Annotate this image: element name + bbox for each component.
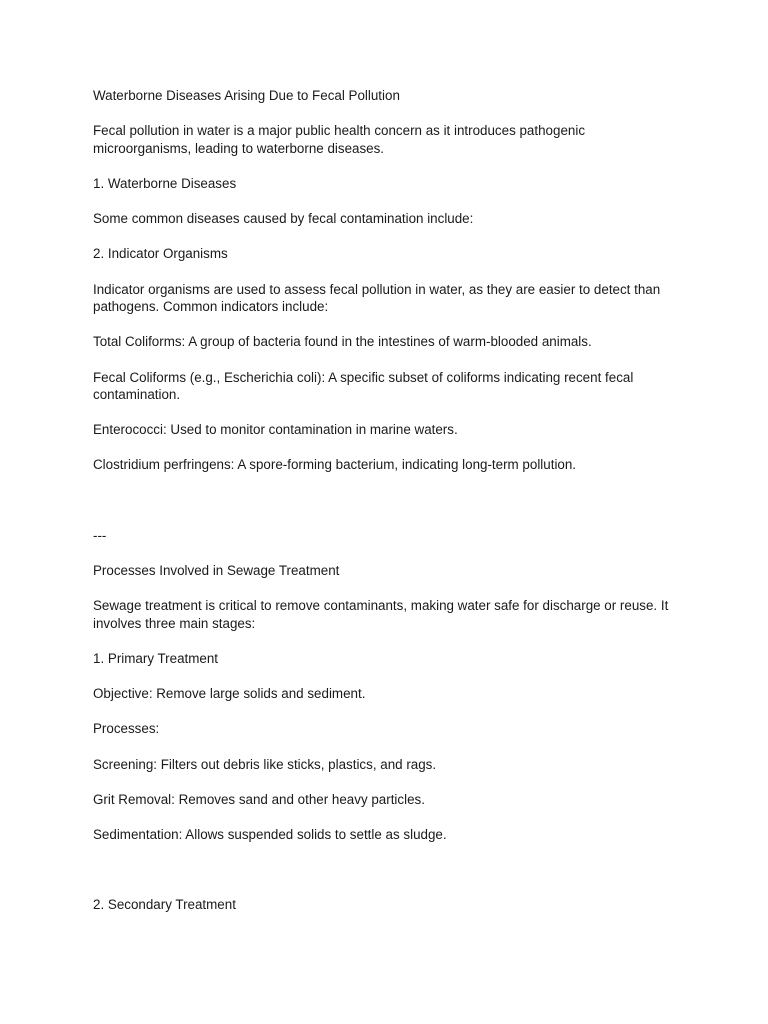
- indicator-clostridium: Clostridium perfringens: A spore-forming bacterium, indicating long-term pollution.: [93, 457, 577, 473]
- indicator-total-coliforms: Total Coliforms: A group of bacteria found in the intestines of warm-blooded animals.: [93, 334, 592, 350]
- process-screening: Screening: Filters out debris like sticks, plastics, and rags.: [93, 756, 437, 772]
- primary-objective: Objective: Remove large solids and sediment.: [93, 686, 366, 702]
- section-heading-primary-treatment: 1. Primary Treatment: [93, 651, 219, 666]
- process-sedimentation: Sedimentation: Allows suspended solids to settle as sludge.: [93, 826, 447, 842]
- indicator-fecal-coliforms: Fecal Coliforms (e.g., Escherichia coli): A specific subset of coliforms indicating recent fecal contamination.: [93, 369, 634, 403]
- document-title: Waterborne Diseases Arising Due to Fecal Pollution: [93, 88, 400, 103]
- blank-line: [93, 861, 683, 879]
- section-heading-secondary-treatment: 2. Secondary Treatment: [93, 897, 236, 913]
- section-heading-waterborne-diseases: 1. Waterborne Diseases: [93, 175, 237, 191]
- blank-line: [93, 492, 683, 510]
- process-grit-removal: Grit Removal: Removes sand and other heavy particles.: [93, 791, 425, 807]
- primary-processes-label: Processes:: [93, 721, 160, 737]
- indicator-intro-paragraph: Indicator organisms are used to assess fecal pollution in water, as they are easier to detect than pathogens. Common indicators include:: [93, 281, 661, 315]
- intro-paragraph: Fecal pollution in water is a major public health concern as it introduces pathogenic microorganisms, leading to waterborne diseases.: [93, 123, 586, 156]
- section-title-sewage-treatment: Processes Involved in Sewage Treatment: [93, 563, 340, 579]
- section-divider: ---: [93, 527, 107, 543]
- sewage-intro-paragraph: Sewage treatment is critical to remove contaminants, making water safe for discharge or reuse. It involves three main stages:: [93, 598, 669, 631]
- diseases-paragraph: Some common diseases caused by fecal contamination include:: [93, 211, 474, 227]
- indicator-enterococci: Enterococci: Used to monitor contamination in marine waters.: [93, 422, 458, 438]
- document-body: [93, 87, 683, 932]
- section-heading-indicator-organisms: 2. Indicator Organisms: [93, 246, 228, 262]
